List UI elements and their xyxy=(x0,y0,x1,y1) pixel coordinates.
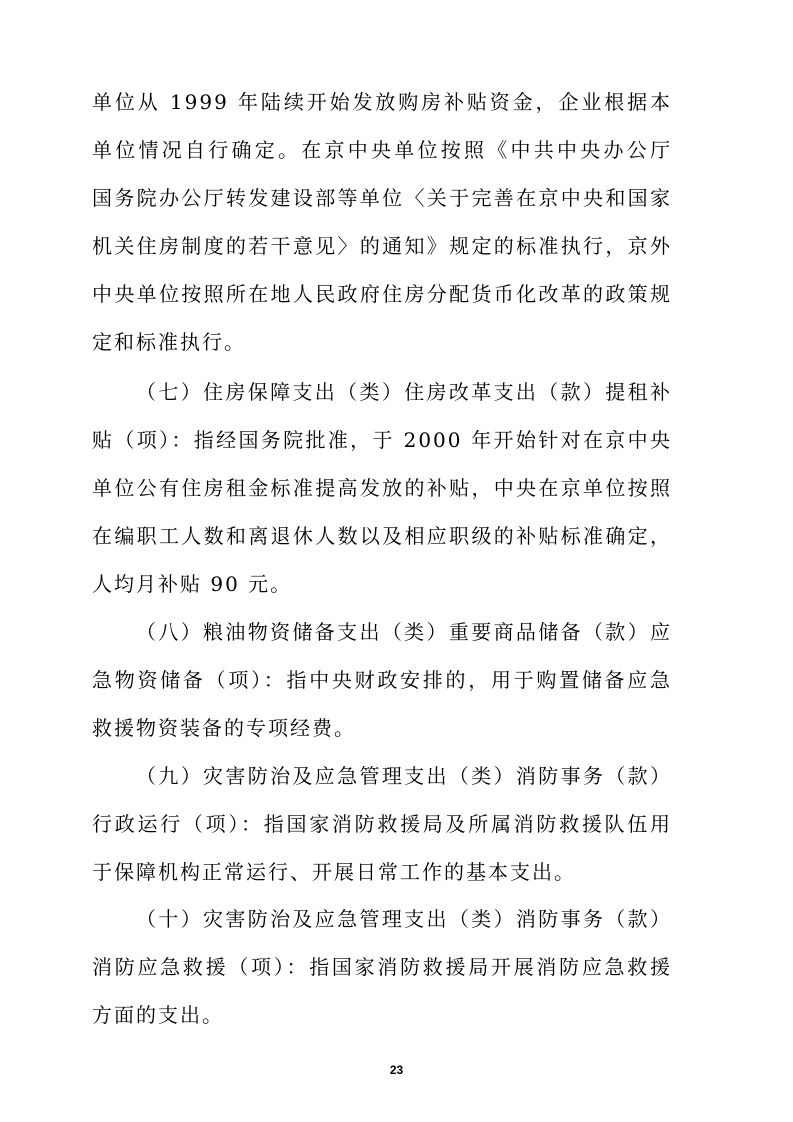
page-number: 23 xyxy=(389,1063,404,1077)
paragraph-item-10: （十）灾害防治及应急管理支出（类）消防事务（款）消防应急救援（项）：指国家消防救援局开展消防应急救援方面的支出。 xyxy=(92,907,672,1027)
paragraph-continuation: 单位从 1999 年陆续开始发放购房补贴资金，企业根据本单位情况自行确定。在京中央单位按照《中共中央办公厅 国务院办公厅转发建设部等单位〈关于完善在京中央和国家机关住房制度的若干意见〉的通知》规定的标准执行，京外中央单位按照所在地人民政府住房分配货币化改革的政策规定和标准执行。 xyxy=(92,90,672,354)
paragraph-item-8: （八）粮油物资储备支出（类）重要商品储备（款）应急物资储备（项）：指中央财政安排的，用于购置储备应急救援物资装备的专项经费。 xyxy=(92,620,672,740)
paragraph-item-9: （九）灾害防治及应急管理支出（类）消防事务（款）行政运行（项）：指国家消防救援局及所属消防救援队伍用于保障机构正常运行、开展日常工作的基本支出。 xyxy=(92,764,672,884)
paragraph-item-7: （七）住房保障支出（类）住房改革支出（款）提租补贴（项）：指经国务院批准，于 2000 年开始针对在京中央单位公有住房租金标准提高发放的补贴，中央在京单位按照在编职工人数和离退休人数以及相应职级的补贴标准确定，人均月补贴 90 元。 xyxy=(92,380,672,596)
